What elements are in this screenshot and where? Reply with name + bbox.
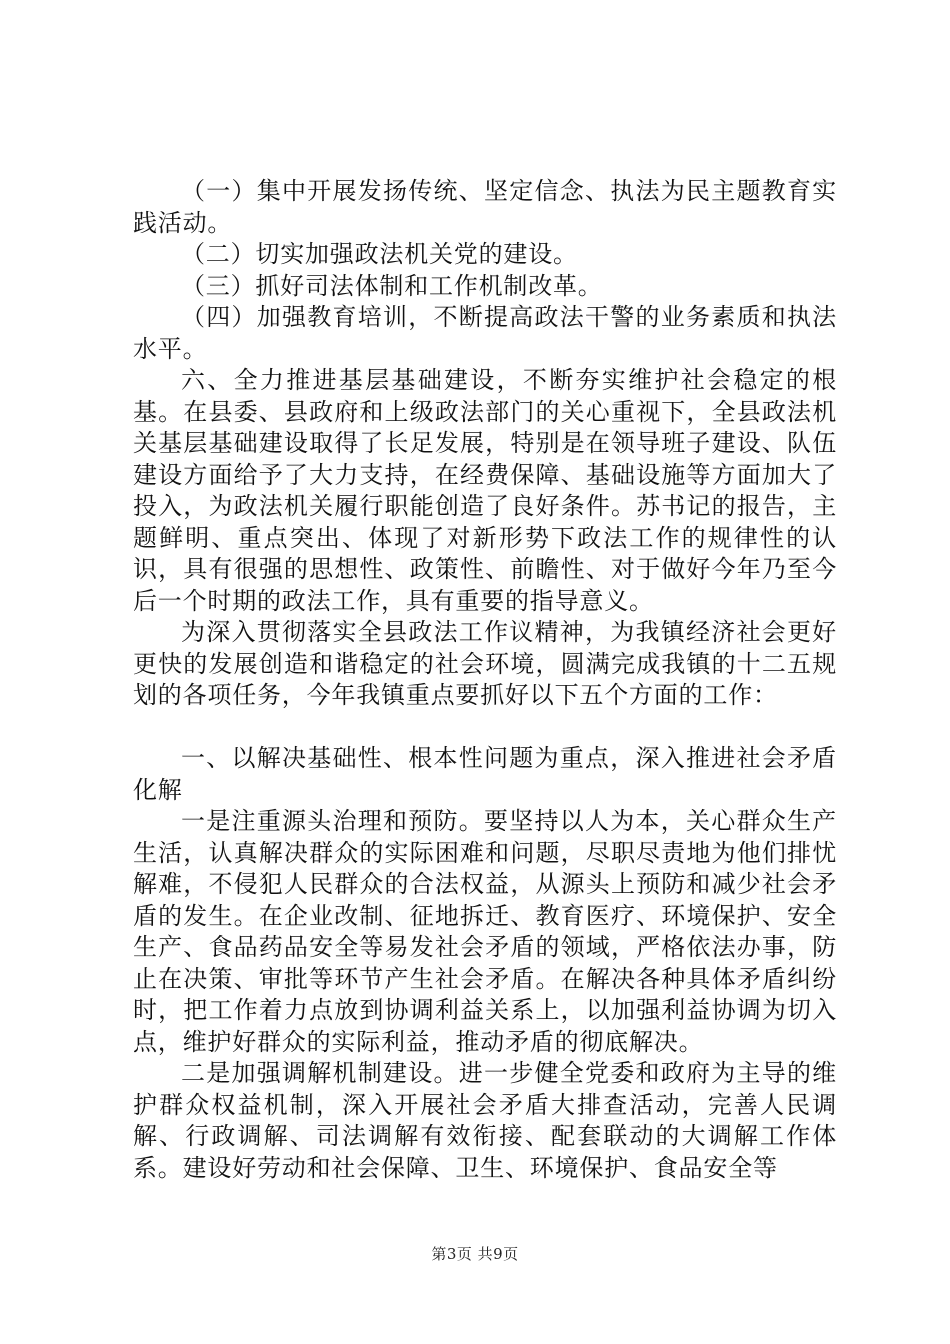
paragraph-item-2: （二）切实加强政法机关党的建设。: [181, 240, 578, 268]
paragraph-intro-tasks: 为深入贯彻落实全县政法工作议精神，为我镇经济社会更好更快的发展创造和谐稳定的社会环境，圆满完成我镇的十二五规划的各项任务，今年我镇重点要抓好以下五个方面的工作：: [133, 618, 837, 709]
paragraph-item-4: （四）加强教育培训，不断提高政法干警的业务素质和执法水平。: [133, 303, 837, 363]
page-number-footer: 第3页 共9页: [431, 1245, 519, 1263]
paragraph-point-two: 二是加强调解机制建设。进一步健全党委和政府为主导的维护群众权益机制，深入开展社会矛盾大排查活动，完善人民调解、行政调解、司法调解有效衔接、配套联动的大调解工作体系。建设好劳动和社会保障、卫生、环境保护、食品安全等: [133, 1059, 837, 1182]
document-body: [133, 176, 837, 1184]
paragraph-item-3: （三）抓好司法体制和工作机制改革。: [181, 271, 603, 300]
paragraph-point-one: 一是注重源头治理和预防。要坚持以人为本，关心群众生产生活，认真解决群众的实际困难和问题，尽职尽责地为他们排忧解难，不侵犯人民群众的合法权益，从源头上预防和减少社会矛盾的发生。在企业改制、征地拆迁、教育医疗、环境保护、安全生产、食品药品安全等易发社会矛盾的领域，严格依法办事，防止在决策、审批等环节产生社会矛盾。在解决各种具体矛盾纠纷时，把工作着力点放到协调利益关系上，以加强利益协调为切入点，维护好群众的实际利益，推动矛盾的彻底解决。: [133, 807, 837, 1056]
section-heading-one: 一、以解决基础性、根本性问题为重点，深入推进社会矛盾化解: [133, 744, 837, 804]
paragraph-item-1: （一）集中开展发扬传统、坚定信念、执法为民主题教育实践活动。: [133, 177, 837, 237]
paragraph-section-six: 六、全力推进基层基础建设，不断夯实维护社会稳定的根基。在县委、县政府和上级政法部门的关心重视下，全县政法机关基层基础建设取得了长足发展，特别是在领导班子建设、队伍建设方面给予了大力支持，在经费保障、基础设施等方面加大了投入，为政法机关履行职能创造了良好条件。苏书记的报告，主题鲜明、重点突出、体现了对新形势下政法工作的规律性的认识，具有很强的思想性、政策性、前瞻性、对于做好今年乃至今后一个时期的政法工作，具有重要的指导意义。: [133, 366, 837, 615]
